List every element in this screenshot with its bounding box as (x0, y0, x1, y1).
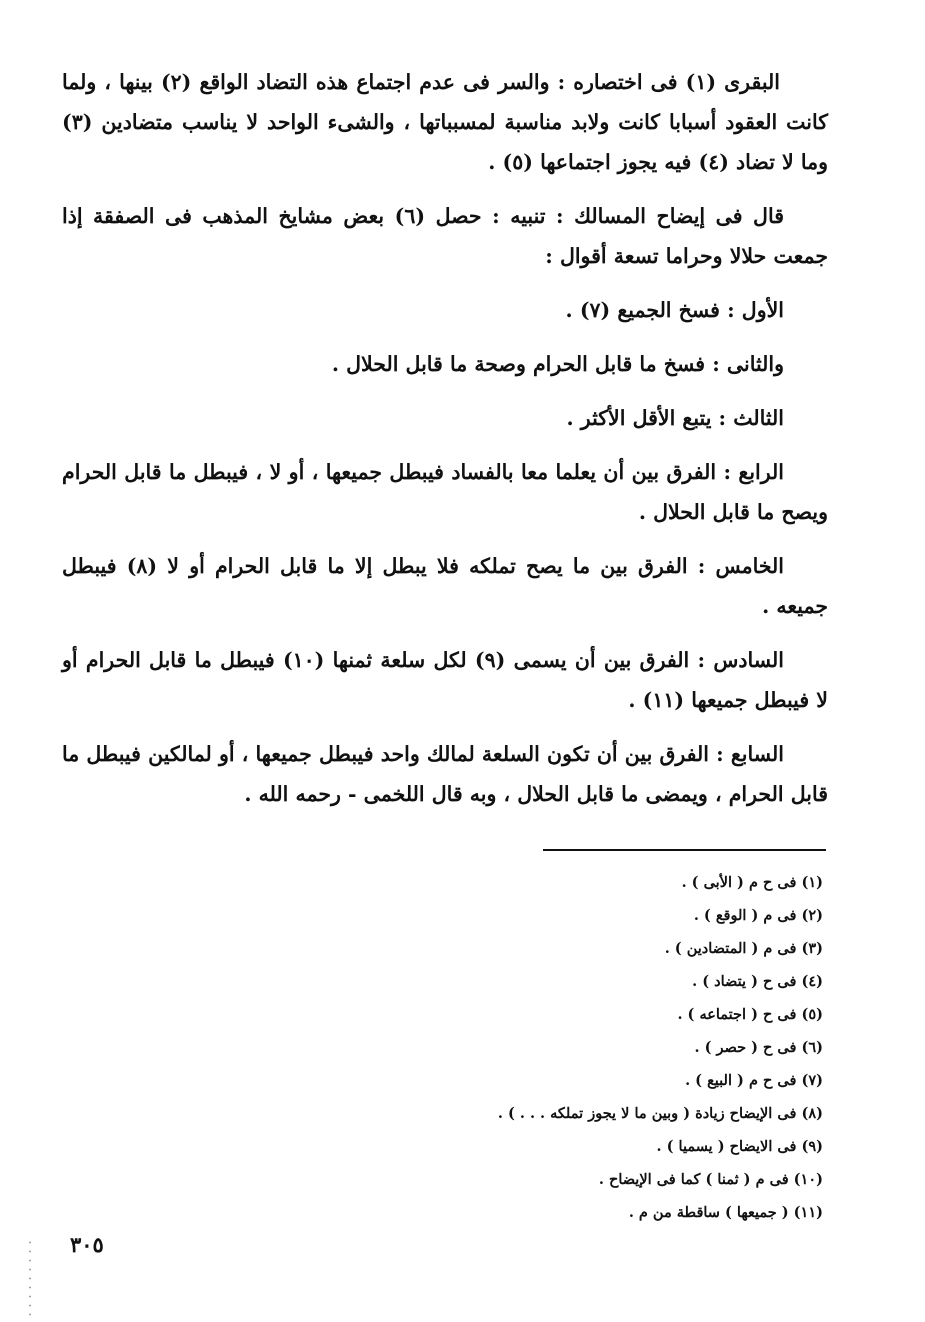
page-number: ٣٠٥ (70, 1232, 104, 1257)
footnote-2: (٢) فى م ( الوقع ) . (693, 907, 823, 924)
main-text (62, 62, 828, 828)
footnote-11: (١١) ( جميعها ) ساقطة من م . (628, 1204, 823, 1221)
paragraph-4: والثانى : فسخ ما قابل الحرام وصحة ما قابل الحلال . (331, 352, 784, 376)
paragraph-2: قال فى إيضاح المسالك : تنبيه : حصل (٦) بعض مشايخ المذهب فى الصفقة إذا جمعت حلالا وحراما تسعة أقوال : (62, 204, 828, 268)
footnote-4: (٤) فى ح ( يتضاد ) . (692, 973, 823, 990)
paragraph-9: السابع : الفرق بين أن تكون السلعة لمالك واحد فيبطل جميعها ، أو لمالكين فيبطل ما قابل الحرام ، ويمضى ما قابل الحلال ، وبه قال اللخمى - رحمه الله . (62, 742, 828, 806)
paragraph-5: الثالث : يتبع الأقل الأكثر . (566, 406, 784, 430)
paragraph-6: الرابع : الفرق بين أن يعلما معا بالفساد فيبطل جميعها ، أو لا ، فيبطل ما قابل الحرام ويصح ما قابل الحلال . (62, 460, 828, 524)
footnote-6: (٦) فى ح ( حصر ) . (694, 1039, 823, 1056)
paragraph-7: الخامس : الفرق بين ما يصح تملكه فلا يبطل إلا ما قابل الحرام أو لا (٨) فيبطل جميعه . (62, 554, 828, 618)
paragraph-3: الأول : فسخ الجميع (٧) . (565, 298, 784, 322)
footnote-10: (١٠) فى م ( ثمنا ) كما فى الإيضاح . (598, 1171, 823, 1188)
footnote-8: (٨) فى الإيضاح زيادة ( وبين ما لا يجوز تملكه . . . ) . (497, 1105, 823, 1122)
footnote-1: (١) فى ح م ( الأبى ) . (681, 874, 823, 891)
footnote-5: (٥) فى ح ( اجتماعه ) . (677, 1006, 823, 1023)
scan-margin-specks (28, 1238, 32, 1318)
footnote-separator (543, 849, 826, 851)
footnote-3: (٣) فى م ( المتضادين ) . (664, 940, 823, 957)
paragraph-1: البقرى (١) فى اختصاره : والسر فى عدم اجتماع هذه التضاد الواقع (٢) بينها ، ولما كانت العقود أسبابا كانت ولابد مناسبة لمسبباتها ، والشىء الواحد لا يناسب متضادين (٣) وما لا تضاد (٤) فيه يجوز اجتماعها (٥) . (62, 70, 828, 174)
footnotes (420, 866, 825, 1229)
paragraph-8: السادس : الفرق بين أن يسمى (٩) لكل سلعة ثمنها (١٠) فيبطل ما قابل الحرام أو لا فيبطل جميعها (١١) . (62, 648, 828, 712)
footnote-9: (٩) فى الايضاح ( يسميا ) . (656, 1138, 823, 1155)
footnote-7: (٧) فى ح م ( البيع ) . (685, 1072, 823, 1089)
